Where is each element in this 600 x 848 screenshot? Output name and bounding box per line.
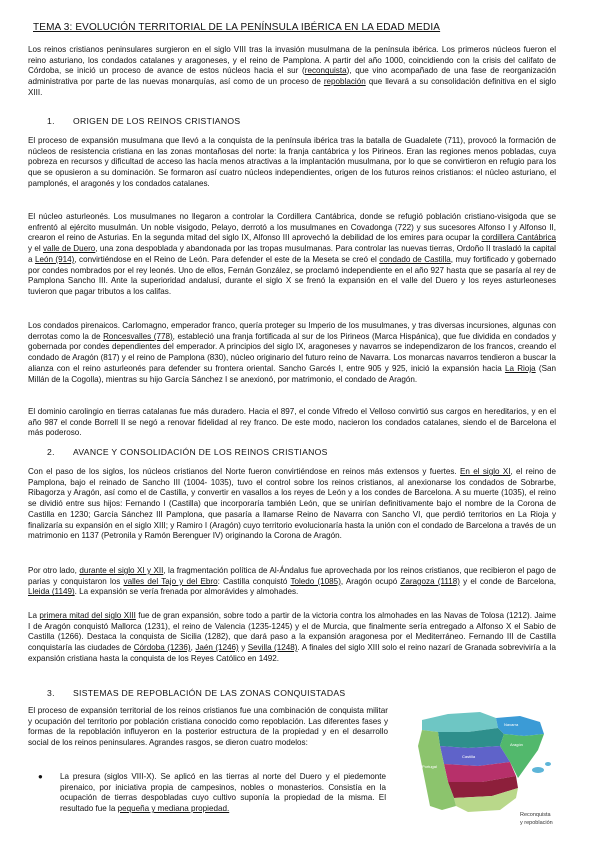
section-number: 2. [47,447,55,457]
section-number: 3. [47,688,55,698]
s2-paragraph-2 [28,566,556,598]
paragraph-text: , una zona despoblada y abandonada por las tropas musulmanas. Para controlar las nuevas tierras, Ordoño II trasladó la capital a [28,244,556,264]
section-3-heading [47,688,345,698]
document-title: TEMA 3: EVOLUCIÓN TERRITORIAL DE LA PENÍNSULA IBÉRICA EN LA EDAD MEDIA [33,22,441,33]
paragraph-text: y el conde de Barcelona, [459,576,557,586]
section-title: ORIGEN DE LOS REINOS CRISTIANOS [73,116,241,126]
intro-text: ), que vino acompañado de una fase de reorganización administrativa por parte de las nuevas monarquías, así como de un proceso de [28,66,556,87]
paragraph-text: Los condados pirenaicos. Carlomagno, emperador franco, quería proteger su Imperio de los musulmanes, y tras diversas incursiones, algunas con derrotas como la de [28,321,556,341]
underlined-term: condado de Castilla [379,254,451,264]
section-title: SISTEMAS DE REPOBLACIÓN DE LAS ZONAS CONQUISTADAS [73,688,346,698]
map-island-menorca [545,762,551,766]
underlined-term: León (914) [34,254,75,264]
paragraph-text: . La expansión se vería frenada por almorávides y almohades. [74,587,299,597]
underlined-term: valles del Tajo y del Ebro [123,576,218,586]
intro-text: que llevará a su consolidación definitiva en el siglo XIII. [28,77,556,97]
map-caption-line2: y repoblación [520,820,553,826]
paragraph-text: El núcleo asturleonés. Los musulmanes no llegaron a controlar la Cordillera Cantábrica, donde se refugió población cristiano-visigoda que se enfrentó al ejército musulmán. Un noble visigodo, Pelayo, derrotó a los musulmanes en Covadonga (722) y sus sucesores Alfonso I y Alfonso II, crearon el reino de Asturias. En la segunda mitad del siglo IX, Alfonso III aprovechó la debilidad de los emires para ocupar la [28,212,556,243]
section-2-heading [47,447,328,457]
s1-paragraph-asturleones [28,212,556,298]
map-label-navarra: Navarra [504,722,519,727]
underlined-term: durante el siglo XI y XII [79,566,164,575]
map-label-aragon: Aragón [510,742,523,747]
map-island-mallorca [532,767,544,773]
s2-paragraph-3 [28,611,556,665]
paragraph-text: : Castilla conquistó [217,576,291,586]
paragraph-text: , el reino de Pamplona, bajo el reinado de Sancho III (1004- 1035), tuvo el control sobre los reinos cristianos, al anexionarse los condados de Sobrarbe, Ribagorza y Aragón, así como el de Castilla, y convertir en vasallos a los reyes de León y a los condes de Barcelona. A su muerte (1035), el reino se dividió entre sus hijos: Fernando I (Castilla) que incorporaría también León, que se unirían definitivamente bajo el nombre de la Corona de Castilla en 1230; García Sánchez III Pamplona, que pasaría a llamarse Reino de Navarra con Sancho VI, que perdió territorios en La Rioja y finalizaría su expansión en el siglo XIII; y Ramiro I (Aragón) cuyo territorio evolucionaría hasta la unión con el condado de Barcelona a través de un matrimonio en 1137 (Petronila y Ramón Berenguer IV) originando la Corona de Aragón. [28,467,556,541]
paragraph-text: . A finales del siglo XIII solo el reino nazarí de Granada sobreviviría a la expansión cristiana hasta la conquista de los Reyes Católico en 1492. [28,643,557,663]
s1-paragraph-pirenaicos [28,321,556,385]
s1-paragraph-catalanes: El dominio carolingio en tierras catalanas fue más duradero. Hacia el 897, el conde Vifredo el Velloso convirtió sus cargos en hereditarios, y en el año 987 el conde Borrell II se negó a renovar fidelidad al rey franco. De este modo, nacieron los condados catalanes, siendo el de Barcelona el más poderoso. [28,407,556,438]
map-caption-line1: Reconquista [520,812,551,818]
paragraph-text: , convirtiéndose en el Reino de León. Para defender el este de la Meseta se creó el [74,254,380,264]
term-reconquista: reconquista [304,66,347,76]
reconquista-map [408,706,556,834]
underlined-term: Lleida (1149) [28,587,75,597]
underlined-term: Córdoba (1236) [133,643,191,653]
paragraph-text: La [28,611,40,620]
intro-text: Los reinos cristianos peninsulares surgieron en el siglo VIII tras la invasión musulmana de la península ibérica. Los primeros núcleos fueron el reino asturiano, los condados catalanes y aragoneses, y el reino de Pamplona. A partir del año 1000, coincidiendo con la crisis del califato de Córdoba, se inició un proceso de avance de estos núcleos hacia el sur ( [28,45,556,76]
s3-bullet-presura [38,772,386,815]
underlined-term: Toledo (1085) [290,576,341,586]
paragraph-text: fue de gran expansión, sobre todo a partir de la victoria contra los almohades en las Navas de Tolosa (1212). Jaime I de Aragón conquistó Mallorca (1231), el reino de Valencia (1235-1245) y el de Murcia, que finalmente sería entregado a Alfonso X el Sabio de Castilla (1266). Destaca la conquista de Sicilia (1282), que dará paso a la expansión aragonesa por el Mediterráneo. Fernando III de Castilla conquistaría las ciudades de [28,611,556,653]
paragraph-text: , [190,643,196,653]
underlined-term: primera mitad del siglo XIII [39,611,136,620]
underlined-term: La Rioja [504,363,536,373]
underlined-term: Sevilla (1248) [247,643,298,653]
underlined-term: valle de Duero [42,244,96,254]
paragraph-text: , estableció una franja fortificada al sur de los Pirineos (Marca Hispánica), que fue dividida en condados y gobernada por condes dependientes del emperador. A principios del siglo IX, aragoneses y navarros se independizaron de los francos, creando el condado de Aragón (817) y el reino de Pamplona (830), núcleo originario del futuro reino de Navarra. Los monarcas navarros tendieron a buscar la alianza con el reino asturleonés para defender su frontera oriental. Sancho Garcés I, entre 905 y 925, inició la expansión hacia [28,331,557,373]
bullet-dot: ● [38,772,43,781]
map-label-castilla: Castilla [462,754,476,759]
paragraph-text: Por otro lado, [28,566,80,575]
paragraph-text: , la fragmentación política de Al-Ándalus fue aprovechada por los reinos cristianos, que recibieron el pago de parias y conquistaron los [28,566,556,586]
map-label-portugal: Portugal [422,764,437,769]
section-title: AVANCE Y CONSOLIDACIÓN DE LOS REINOS CRISTIANOS [73,447,328,457]
paragraph-text: , Aragón ocupó [340,576,401,586]
paragraph-text: La presura (siglos VIII-X). Se aplicó en las tierras al norte del Duero y el piedemonte pirenaico, por iniciativa propia de campesinos, nobles o monasterios. Consistía en la ocupación de tierras despobladas cuyo cultivo suponía la propiedad de la misma. El resultado fue la [60,772,386,814]
paragraph-text: y el [28,244,43,254]
paragraph-text: (San Millán de la Cogolla), mientras su hijo García Sánchez I se anexionó, por matrimonio, el condado de Aragón. [28,363,556,384]
intro-paragraph [28,45,556,99]
s2-paragraph-1 [28,467,556,542]
underlined-term: Roncesvalles (778) [103,331,173,341]
s3-paragraph-1: El proceso de expansión territorial de los reinos cristianos fue una combinación de conquista militar y ocupación del territorio por población cristiana conocido como repoblación. Las diferentes fases y formas de la repoblación influyeron en la posterior estructura de la propiedad y en el desarrollo social de los reinos peninsulares. Agrandes rasgos, se dieron cuatro modelos: [28,706,388,748]
underlined-term: Zaragoza (1118) [400,576,460,586]
section-number: 1. [47,116,55,126]
s1-paragraph-1: El proceso de expansión musulmana que llevó a la conquista de la península ibérica tras la batalla de Guadalete (711), provocó la formación de núcleos de resistencia cristiana en las zonas montañosas del norte: la franja cantábrica y los Pirineos. Eran las regiones menos pobladas, cuya pobreza en recursos y dificultad de acceso las hacía menos atractivas a la implantación musulmana, por lo que se convirtieron en refugio para los que se opusieron a su dominación. Se formaron así cuatro núcleos independientes, origen de los futuros reinos cristianos: el núcleo asturiano, el pamplonés, el aragonés y los condados catalanes. [28,136,556,188]
paragraph-text: , muy fortificado y gobernado por condes nombrados por el rey leonés. Uno de ellos, Fernán González, se proclamó independiente en el año 927 hasta que se pasaría al rey de Pamplona Sancho III. Ante la superioridad andalusí, durante el siglo X se frenó la expansión en el valle del Duero y los reyes asturleoneses tuvieron que pagar tributos a los califas. [28,254,556,296]
term-repoblacion: repoblación [323,77,366,87]
underlined-term: cordillera Cantábrica [481,233,556,243]
underlined-term: En el siglo XI [460,467,511,476]
underlined-term: Jaén (1246) [195,643,239,653]
underlined-term: pequeña y mediana propiedad. [117,804,230,814]
section-1-heading [47,116,240,126]
paragraph-text: Con el paso de los siglos, los núcleos cristianos del Norte fueron convirtiéndose en reinos más extensos y fuertes. [28,467,461,476]
paragraph-text: y [238,643,248,653]
